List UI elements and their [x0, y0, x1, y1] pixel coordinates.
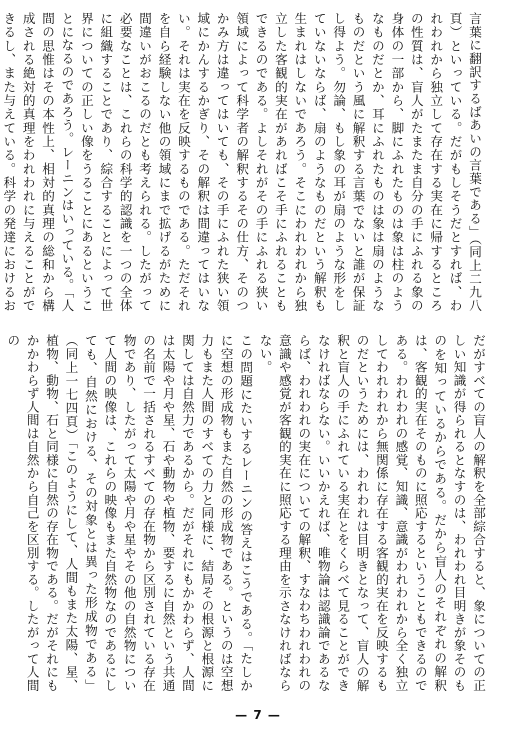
lower-paragraph-1: だがすべての盲人の解釈を全部綜合すると、象についての正しい知識が得られるとなすのは、われわれ目明きが象そのものを知っているからである。だから盲人のそれぞれの解釈は、客観的実在そのものに照応するということもできるのである。われわれの感覚、知識、意識がわれわれから全く独立してわれわれから無関係に存在する客観的実在を反映するものだというためには、われわれは目明きとなって、盲人の解釈と盲人の手にふれている実在とをくらべて見ることができなければならない。いいかえれば、唯物論は認識論であるならば、われわれの実在についての解釈、すなわちわれわれの意識や感覚が客観的実在に照応する理由を示さなければならない。 — [257, 334, 486, 692]
upper-paragraph-1: 言葉に翻訳するばあいの言葉である」（同上二九八頁）といっている。だがもしそうだとすれば、われわれから独立して存在する実在に帰するところの性質は、盲人がたまたま自分の手にふれる象の身体の一部から、脚にふれたものは象は柱のようなものだとか、耳にふれたものは象は扇のようなものだという風に解釈する言葉でないと誰が保証し得よう。勿論、もし象の耳が扇のような形をしていないならば、扇のようなものだという解釈も生まれはしないであろう。そこにわれわれから独立した客観的実在があればこそ手にふれることもできるのである。よしそれがその手にふれる狭い領域によって科学者の解釈するその仕方、そのつかみ方は違ってはいても、その手にふれた狭い領域にかんするかぎり、その解釈は間違ってはいない。それは実在を反映するものである。ただそれを自ら経験しない他の領域にまで拡げるがために間違いがおこるのだとも考えられる。したがって必要なことは、これらの科学的認識を一つの全体に組織することであり、綜合することによって世界についての正しい像をうることにあるということになるのであろう。レーニンはいっている。「人間の思惟はその本性上、相対的真理の総和から構成される絶対的真理をわれわれに与えることができるし、また与えている。科学の発達におけるお — [1, 12, 482, 312]
lower-text-block — [5, 334, 488, 692]
lower-paragraph-2: この問題にたいするレーニンの答えはこうである。「たしかに空想の形成物もまた自然の形成物である。というのは空想力もまた人間のすべての力と同様に、結局その根源と根源に関しては自然力であるから。だがそれにもかかわらず、人間は太陽や月や星、石や動物や植物、要するに自然という共通の名前で一括されるすべての存在物から区別されている存在物であり、したがって太陽や月や星やその他の自然物について人間の映像は、これらの映像もまた自然物なのであるにしても、自然における、その対象とは異った形成物である」（同上一七四頁）「このようにして、人間もまた太陽、星、植物、動物、石と同様に自然の存在物である。だがそれにもかかわらず人間は自然から自己を区別する。したがって人間の — [5, 334, 254, 692]
page-number: — 7 — — [235, 708, 281, 722]
upper-text-block — [1, 12, 484, 312]
